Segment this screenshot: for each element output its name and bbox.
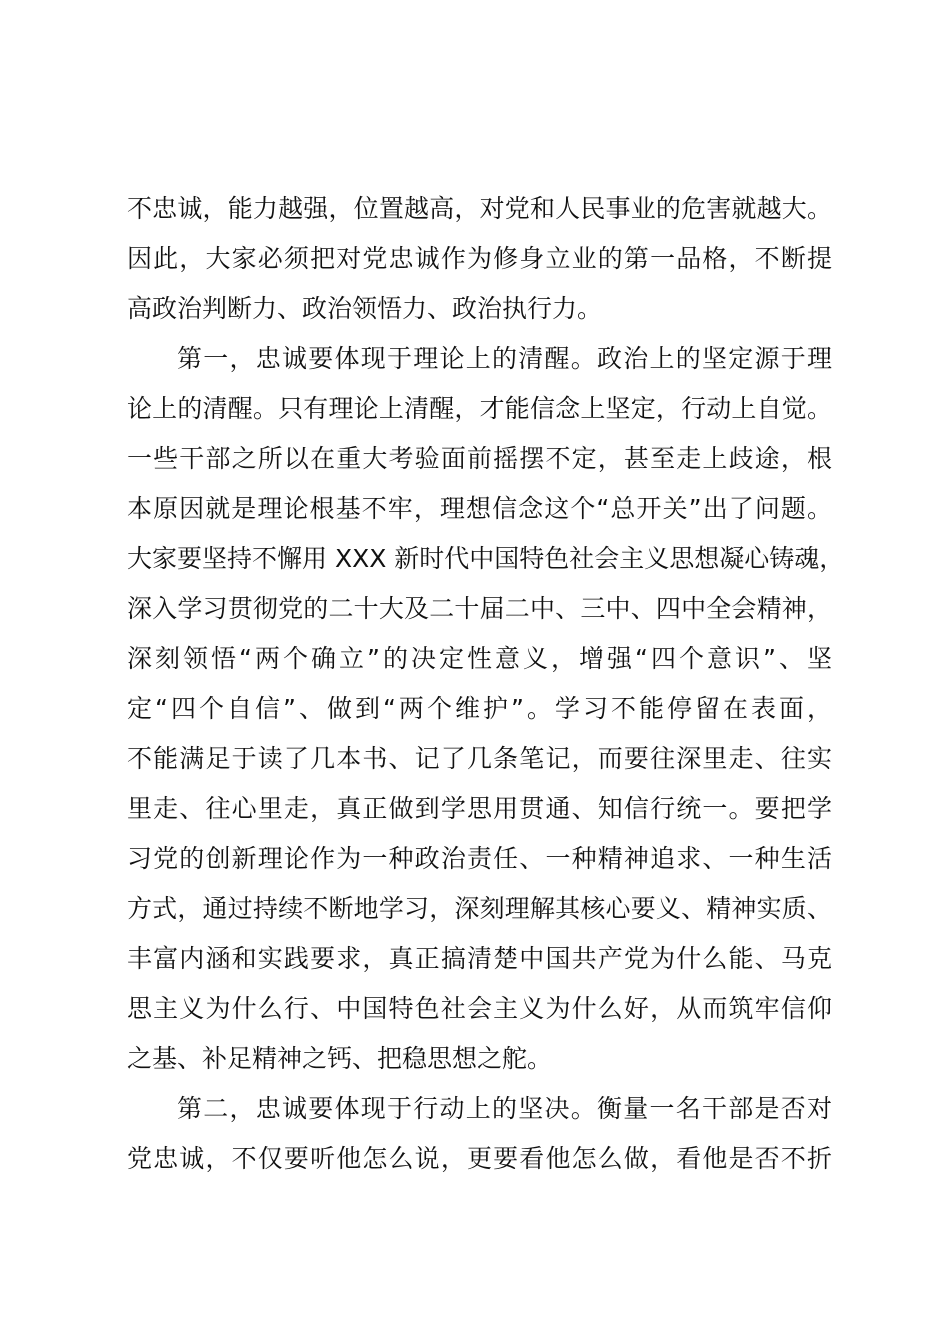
text-line: 高政治判断力、政治领悟力、政治执行力。 xyxy=(127,294,603,323)
text-line: 第二，忠诚要体现于行动上的坚决。衡量一名干部是否对 xyxy=(177,1094,832,1123)
text-line: 本原因就是理论根基不牢，理想信念这个“总开关”出了问题。 xyxy=(127,494,832,523)
paragraph xyxy=(127,1084,832,1184)
text-line: 丰富内涵和实践要求，真正搞清楚中国共产党为什么能、马克 xyxy=(127,944,832,973)
text-line: 论上的清醒。只有理论上清醒，才能信念上坚定，行动上自觉。 xyxy=(127,394,832,423)
text-line: 习党的创新理论作为一种政治责任、一种精神追求、一种生活 xyxy=(127,844,832,873)
document-body xyxy=(127,184,845,1184)
text-line: 不忠诚，能力越强，位置越高，对党和人民事业的危害就越大。 xyxy=(127,194,832,223)
text-line: 思主义为什么行、中国特色社会主义为什么好，从而筑牢信仰 xyxy=(127,994,832,1023)
text-line: 里走、往心里走，真正做到学思用贯通、知信行统一。要把学 xyxy=(127,794,832,823)
paragraph xyxy=(127,334,845,1084)
paragraph xyxy=(127,184,832,334)
text-line: 党忠诚，不仅要听他怎么说，更要看他怎么做，看他是否不折 xyxy=(127,1144,832,1173)
text-line: 因此，大家必须把对党忠诚作为修身立业的第一品格，不断提 xyxy=(127,244,832,273)
text-line: 第一，忠诚要体现于理论上的清醒。政治上的坚定源于理 xyxy=(177,344,832,373)
text-line: 之基、补足精神之钙、把稳思想之舵。 xyxy=(127,1044,553,1073)
text-line: 大家要坚持不懈用 XXX 新时代中国特色社会主义思想凝心铸魂， xyxy=(127,544,845,573)
text-line: 不能满足于读了几本书、记了几条笔记，而要往深里走、往实 xyxy=(127,744,832,773)
text-line: 一些干部之所以在重大考验面前摇摆不定，甚至走上歧途，根 xyxy=(127,444,832,473)
text-line: 深入学习贯彻党的二十大及二十届二中、三中、四中全会精神， xyxy=(127,594,832,623)
text-line: 定“四个自信”、做到“两个维护”。学习不能停留在表面， xyxy=(127,694,832,723)
text-line: 方式，通过持续不断地学习，深刻理解其核心要义、精神实质、 xyxy=(127,894,832,923)
text-line: 深刻领悟“两个确立”的决定性意义，增强“四个意识”、坚 xyxy=(127,644,832,673)
